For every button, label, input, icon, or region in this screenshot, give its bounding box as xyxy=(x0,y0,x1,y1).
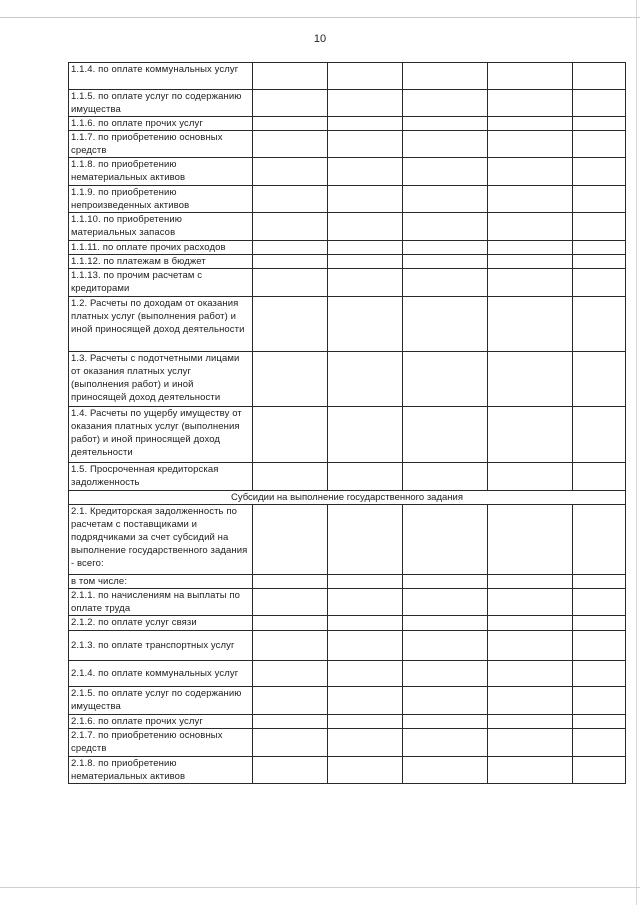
value-cell-col-4 xyxy=(488,463,573,491)
value-cell-col-1 xyxy=(253,575,328,589)
value-cell-col-3 xyxy=(403,687,488,715)
value-cell-col-5 xyxy=(573,661,626,687)
value-cell-col-4 xyxy=(488,575,573,589)
value-cell-col-4 xyxy=(488,158,573,186)
value-cell-col-1 xyxy=(253,589,328,616)
value-cell-col-5 xyxy=(573,269,626,297)
table-row xyxy=(69,463,626,491)
value-cell-col-2 xyxy=(328,589,403,616)
value-cell-col-2 xyxy=(328,297,403,352)
value-cell-col-1 xyxy=(253,255,328,269)
table-row xyxy=(69,269,626,297)
row-label: 1.3. Расчеты с подотчетными лицами от оказания платных услуг (выполнения работ) и иной приносящей доход деятельности xyxy=(69,352,253,407)
value-cell-col-5 xyxy=(573,63,626,90)
row-label: 1.1.4. по оплате коммунальных услуг xyxy=(69,63,253,90)
value-cell-col-3 xyxy=(403,186,488,213)
value-cell-col-4 xyxy=(488,352,573,407)
table-row xyxy=(69,213,626,241)
row-label: 1.5. Просроченная кредиторская задолженность xyxy=(69,463,253,491)
table-row xyxy=(69,715,626,729)
value-cell-col-5 xyxy=(573,158,626,186)
value-cell-col-5 xyxy=(573,407,626,463)
value-cell-col-4 xyxy=(488,715,573,729)
page-number: 10 xyxy=(313,33,327,45)
value-cell-col-3 xyxy=(403,589,488,616)
value-cell-col-5 xyxy=(573,463,626,491)
row-label: 1.1.7. по приобретению основных средств xyxy=(69,131,253,158)
value-cell-col-5 xyxy=(573,757,626,784)
value-cell-col-5 xyxy=(573,255,626,269)
value-cell-col-3 xyxy=(403,631,488,661)
row-label: 1.1.5. по оплате услуг по содержанию имущества xyxy=(69,90,253,117)
row-label: 1.1.10. по приобретению материальных запасов xyxy=(69,213,253,241)
value-cell-col-3 xyxy=(403,661,488,687)
value-cell-col-4 xyxy=(488,63,573,90)
row-label: 2.1.3. по оплате транспортных услуг xyxy=(69,631,253,661)
table-row xyxy=(69,661,626,687)
value-cell-col-2 xyxy=(328,715,403,729)
table-row xyxy=(69,505,626,575)
table-row xyxy=(69,255,626,269)
row-label: 1.1.11. по оплате прочих расходов xyxy=(69,241,253,255)
value-cell-col-1 xyxy=(253,715,328,729)
value-cell-col-4 xyxy=(488,407,573,463)
value-cell-col-5 xyxy=(573,631,626,661)
value-cell-col-3 xyxy=(403,255,488,269)
value-cell-col-3 xyxy=(403,715,488,729)
row-label: 2.1.6. по оплате прочих услуг xyxy=(69,715,253,729)
value-cell-col-3 xyxy=(403,158,488,186)
value-cell-col-2 xyxy=(328,575,403,589)
value-cell-col-1 xyxy=(253,131,328,158)
value-cell-col-4 xyxy=(488,505,573,575)
value-cell-col-3 xyxy=(403,616,488,631)
value-cell-col-2 xyxy=(328,158,403,186)
table-row xyxy=(69,631,626,661)
value-cell-col-5 xyxy=(573,297,626,352)
table-row xyxy=(69,158,626,186)
table-row xyxy=(69,63,626,90)
value-cell-col-3 xyxy=(403,297,488,352)
value-cell-col-2 xyxy=(328,186,403,213)
value-cell-col-5 xyxy=(573,352,626,407)
value-cell-col-1 xyxy=(253,407,328,463)
table-row xyxy=(69,352,626,407)
value-cell-col-3 xyxy=(403,131,488,158)
row-label: 1.2. Расчеты по доходам от оказания платных услуг (выполнения работ) и иной приносящей доход деятельности xyxy=(69,297,253,352)
row-label: 2.1.1. по начислениям на выплаты по оплате труда xyxy=(69,589,253,616)
value-cell-col-5 xyxy=(573,575,626,589)
value-cell-col-3 xyxy=(403,505,488,575)
table-row xyxy=(69,616,626,631)
value-cell-col-2 xyxy=(328,616,403,631)
value-cell-col-1 xyxy=(253,687,328,715)
value-cell-col-4 xyxy=(488,269,573,297)
value-cell-col-1 xyxy=(253,757,328,784)
scan-right-edge-line xyxy=(636,0,637,905)
value-cell-col-1 xyxy=(253,631,328,661)
value-cell-col-5 xyxy=(573,241,626,255)
value-cell-col-5 xyxy=(573,117,626,131)
table-body xyxy=(69,63,626,784)
value-cell-col-4 xyxy=(488,616,573,631)
table-row xyxy=(69,687,626,715)
value-cell-col-4 xyxy=(488,297,573,352)
table-row xyxy=(69,117,626,131)
value-cell-col-4 xyxy=(488,589,573,616)
row-label: 2.1.8. по приобретению нематериальных активов xyxy=(69,757,253,784)
value-cell-col-5 xyxy=(573,131,626,158)
value-cell-col-1 xyxy=(253,616,328,631)
value-cell-col-3 xyxy=(403,757,488,784)
value-cell-col-1 xyxy=(253,186,328,213)
value-cell-col-5 xyxy=(573,729,626,757)
table-row xyxy=(69,297,626,352)
value-cell-col-5 xyxy=(573,505,626,575)
value-cell-col-5 xyxy=(573,589,626,616)
row-label: 2.1.7. по приобретению основных средств xyxy=(69,729,253,757)
row-label: в том числе: xyxy=(69,575,253,589)
section-title: Субсидии на выполнение государственного задания xyxy=(69,491,626,505)
value-cell-col-4 xyxy=(488,631,573,661)
table-row xyxy=(69,186,626,213)
scan-top-edge-line xyxy=(0,17,640,18)
value-cell-col-5 xyxy=(573,213,626,241)
value-cell-col-4 xyxy=(488,117,573,131)
value-cell-col-3 xyxy=(403,352,488,407)
value-cell-col-1 xyxy=(253,90,328,117)
row-label: 1.1.9. по приобретению непроизведенных активов xyxy=(69,186,253,213)
table-row xyxy=(69,407,626,463)
value-cell-col-1 xyxy=(253,297,328,352)
table-row xyxy=(69,131,626,158)
value-cell-col-2 xyxy=(328,661,403,687)
value-cell-col-5 xyxy=(573,715,626,729)
value-cell-col-4 xyxy=(488,757,573,784)
value-cell-col-2 xyxy=(328,463,403,491)
value-cell-col-2 xyxy=(328,241,403,255)
row-label: 1.1.13. по прочим расчетам с кредиторами xyxy=(69,269,253,297)
value-cell-col-1 xyxy=(253,241,328,255)
value-cell-col-1 xyxy=(253,213,328,241)
value-cell-col-5 xyxy=(573,616,626,631)
row-label: 1.4. Расчеты по ущербу имуществу от оказания платных услуг (выполнения работ) и иной приносящей доход деятельности xyxy=(69,407,253,463)
value-cell-col-1 xyxy=(253,269,328,297)
value-cell-col-2 xyxy=(328,757,403,784)
value-cell-col-3 xyxy=(403,213,488,241)
value-cell-col-4 xyxy=(488,186,573,213)
value-cell-col-3 xyxy=(403,729,488,757)
row-label: 2.1.2. по оплате услуг связи xyxy=(69,616,253,631)
value-cell-col-2 xyxy=(328,213,403,241)
value-cell-col-2 xyxy=(328,63,403,90)
value-cell-col-4 xyxy=(488,241,573,255)
value-cell-col-2 xyxy=(328,269,403,297)
row-label: 2.1.5. по оплате услуг по содержанию имущества xyxy=(69,687,253,715)
value-cell-col-3 xyxy=(403,407,488,463)
value-cell-col-3 xyxy=(403,241,488,255)
value-cell-col-3 xyxy=(403,117,488,131)
value-cell-col-4 xyxy=(488,90,573,117)
row-label: 2.1.4. по оплате коммунальных услуг xyxy=(69,661,253,687)
value-cell-col-2 xyxy=(328,687,403,715)
value-cell-col-1 xyxy=(253,661,328,687)
section-header-row xyxy=(69,491,626,505)
value-cell-col-5 xyxy=(573,186,626,213)
value-cell-col-2 xyxy=(328,131,403,158)
value-cell-col-2 xyxy=(328,631,403,661)
value-cell-col-4 xyxy=(488,213,573,241)
creditor-debt-table xyxy=(68,62,626,784)
table-row xyxy=(69,90,626,117)
value-cell-col-2 xyxy=(328,117,403,131)
value-cell-col-3 xyxy=(403,269,488,297)
value-cell-col-1 xyxy=(253,63,328,90)
value-cell-col-1 xyxy=(253,158,328,186)
value-cell-col-2 xyxy=(328,352,403,407)
table-row xyxy=(69,729,626,757)
value-cell-col-3 xyxy=(403,463,488,491)
row-label: 1.1.6. по оплате прочих услуг xyxy=(69,117,253,131)
value-cell-col-4 xyxy=(488,255,573,269)
value-cell-col-1 xyxy=(253,117,328,131)
value-cell-col-3 xyxy=(403,63,488,90)
value-cell-col-1 xyxy=(253,352,328,407)
row-label: 1.1.12. по платежам в бюджет xyxy=(69,255,253,269)
scan-bottom-edge-line xyxy=(0,887,640,888)
value-cell-col-2 xyxy=(328,90,403,117)
table-row xyxy=(69,757,626,784)
value-cell-col-1 xyxy=(253,729,328,757)
value-cell-col-5 xyxy=(573,687,626,715)
value-cell-col-1 xyxy=(253,463,328,491)
table-row xyxy=(69,589,626,616)
table-row xyxy=(69,575,626,589)
value-cell-col-3 xyxy=(403,575,488,589)
value-cell-col-1 xyxy=(253,505,328,575)
table-row xyxy=(69,241,626,255)
value-cell-col-4 xyxy=(488,687,573,715)
value-cell-col-4 xyxy=(488,131,573,158)
value-cell-col-2 xyxy=(328,505,403,575)
value-cell-col-4 xyxy=(488,729,573,757)
value-cell-col-3 xyxy=(403,90,488,117)
value-cell-col-2 xyxy=(328,407,403,463)
value-cell-col-5 xyxy=(573,90,626,117)
value-cell-col-2 xyxy=(328,255,403,269)
row-label: 1.1.8. по приобретению нематериальных активов xyxy=(69,158,253,186)
value-cell-col-4 xyxy=(488,661,573,687)
row-label: 2.1. Кредиторская задолженность по расчетам с поставщиками и подрядчиками за счет субсидий на выполнение государственного задания - всего: xyxy=(69,505,253,575)
value-cell-col-2 xyxy=(328,729,403,757)
